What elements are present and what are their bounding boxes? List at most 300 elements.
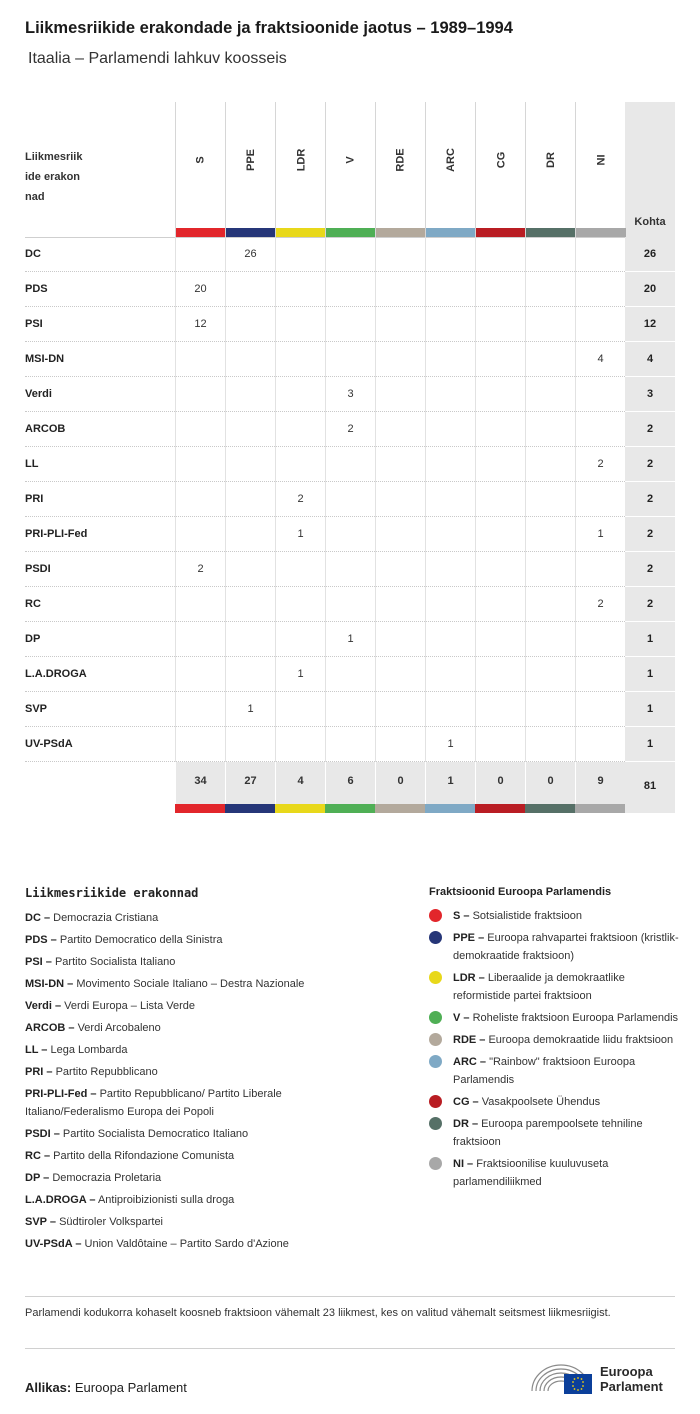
group-legend-code: LDR –: [453, 972, 485, 984]
page-title: Liikmesriikide erakondade ja fraktsioonide jaotus – 1989–1994: [25, 19, 513, 37]
table-row: [25, 587, 654, 622]
group-legend: [429, 886, 679, 1195]
group-legend-item: [429, 907, 679, 925]
party-legend-name: Südtiroler Volkspartei: [59, 1216, 164, 1228]
group-column-header: [575, 102, 625, 237]
seat-cell: [425, 377, 475, 412]
group-color-bar: [425, 804, 475, 813]
group-column-header: [225, 102, 275, 237]
group-legend-item: [429, 1093, 679, 1111]
seat-cell: 2: [275, 482, 325, 517]
seat-cell: [225, 412, 275, 447]
party-legend-name: Partito Socialista Democratico Italiano: [62, 1128, 249, 1140]
party-name: PDS: [25, 283, 48, 295]
seat-cell: [425, 447, 475, 482]
group-column-header: [175, 102, 225, 237]
group-color-dot-icon: [429, 1055, 442, 1068]
table-row: [25, 482, 654, 517]
logo-text: [600, 1364, 663, 1394]
row-total: 2: [625, 412, 675, 447]
party-legend-item: [25, 1085, 365, 1121]
group-total: 34: [175, 762, 225, 804]
party-legend-code: ARCOB –: [25, 1022, 75, 1034]
seat-cell: [225, 517, 275, 552]
party-legend-item: [25, 931, 365, 949]
group-color-bar: [176, 228, 226, 237]
group-legend-name: Roheliste fraktsioon Euroopa Parlamendis: [472, 1012, 679, 1024]
grand-total: 81: [625, 762, 675, 813]
seat-cell: [275, 447, 325, 482]
seat-cell: [525, 552, 575, 587]
seat-cell: [325, 237, 375, 272]
group-color-bar: [426, 228, 476, 237]
group-legend-code: CG –: [453, 1096, 479, 1108]
seat-cell: [525, 377, 575, 412]
seat-cell: [175, 447, 225, 482]
seat-cell: [525, 517, 575, 552]
group-color-bar: [526, 228, 576, 237]
row-total: 2: [625, 447, 675, 482]
seat-cell: [475, 692, 525, 727]
group-total: 9: [575, 762, 625, 804]
party-legend-code: SVP –: [25, 1216, 56, 1228]
total-header-label: Kohta: [634, 216, 666, 228]
party-legend-name: Partito Democratico della Sinistra: [59, 934, 223, 946]
seat-cell: [275, 412, 325, 447]
group-legend-code: RDE –: [453, 1034, 486, 1046]
group-legend-item: [429, 1031, 679, 1049]
party-name: DP: [25, 633, 41, 645]
seat-cell: [525, 622, 575, 657]
table-row: [25, 447, 654, 482]
seat-cell: [425, 272, 475, 307]
seat-cell: [175, 482, 225, 517]
group-color-bar: [225, 804, 275, 813]
party-name: UV-PSdA: [25, 738, 73, 750]
seat-cell: 12: [175, 307, 225, 342]
party-legend-code: DC –: [25, 912, 51, 924]
group-header-label: RDE: [394, 148, 407, 172]
seat-cell: [425, 552, 475, 587]
table-row: [25, 657, 654, 692]
group-color-bar: [226, 228, 276, 237]
group-color-bar: [576, 228, 626, 237]
seat-cell: [175, 622, 225, 657]
seat-cell: [575, 377, 625, 412]
party-legend-name: Antiproibizionisti sulla droga: [97, 1194, 235, 1206]
seat-cell: 26: [225, 237, 275, 272]
seat-cell: 1: [425, 727, 475, 762]
seat-cell: [175, 657, 225, 692]
european-parliament-logo: [530, 1359, 680, 1399]
seat-cell: [275, 342, 325, 377]
group-color-bar: [325, 804, 375, 813]
seat-cell: [425, 482, 475, 517]
group-color-dot-icon: [429, 1095, 442, 1108]
seat-cell: [275, 272, 325, 307]
row-total: 1: [625, 622, 675, 657]
seat-cell: [325, 587, 375, 622]
seat-cell: [225, 272, 275, 307]
row-total: 2: [625, 587, 675, 622]
party-legend-item: [25, 1063, 365, 1081]
group-legend-item: [429, 929, 679, 965]
divider: [25, 1348, 675, 1349]
group-header-label: ARC: [445, 148, 457, 172]
seat-cell: [175, 587, 225, 622]
group-legend-item: [429, 1053, 679, 1089]
row-total: 12: [625, 307, 675, 342]
group-color-bar: [375, 804, 425, 813]
group-color-dot-icon: [429, 1117, 442, 1130]
seat-cell: [375, 657, 425, 692]
party-name: ARCOB: [25, 423, 66, 435]
seat-cell: [525, 447, 575, 482]
seat-cell: [575, 622, 625, 657]
seat-cell: [375, 342, 425, 377]
seat-cell: [525, 657, 575, 692]
party-legend-item: [25, 1125, 365, 1143]
group-header-label: S: [195, 156, 207, 164]
seat-cell: [325, 692, 375, 727]
party-legend-code: DP –: [25, 1172, 50, 1184]
party-legend-item: [25, 1191, 365, 1209]
totals-row: [25, 762, 675, 814]
party-legend-code: PRI –: [25, 1066, 53, 1078]
group-header-label-box: [526, 140, 576, 180]
group-legend-code: ARC –: [453, 1056, 487, 1068]
seat-cell: [175, 412, 225, 447]
seat-cell: [425, 587, 475, 622]
party-name: RC: [25, 598, 41, 610]
table-row: [25, 692, 654, 727]
party-legend-item: [25, 1169, 365, 1187]
group-color-dot-icon: [429, 909, 442, 922]
party-legend-code: UV-PSdA –: [25, 1238, 82, 1250]
group-color-bar: [175, 804, 225, 813]
party-legend-code: PSI –: [25, 956, 52, 968]
group-header-label: DR: [544, 152, 557, 168]
group-header-label: CG: [495, 151, 507, 169]
seat-cell: [475, 657, 525, 692]
seat-cell: [375, 272, 425, 307]
seat-cell: [325, 727, 375, 762]
seat-cell: [475, 342, 525, 377]
party-legend-name: Verdi Europa – Lista Verde: [64, 1000, 196, 1012]
party-legend-item: [25, 997, 365, 1015]
group-legend-code: PPE –: [453, 932, 485, 944]
group-header-label-box: [426, 140, 476, 180]
seat-cell: [275, 307, 325, 342]
seat-cell: [425, 237, 475, 272]
source-value: Euroopa Parlament: [74, 1380, 187, 1395]
table-row: [25, 237, 657, 272]
table-row: [25, 517, 654, 552]
seat-cell: [475, 307, 525, 342]
seat-cell: [375, 727, 425, 762]
party-legend-name: Lega Lombarda: [50, 1044, 128, 1056]
party-name: LL: [25, 458, 39, 470]
group-header-label: PPE: [244, 148, 257, 172]
table-header: [25, 102, 675, 237]
seat-cell: [325, 307, 375, 342]
seat-cell: [525, 727, 575, 762]
party-legend-item: [25, 909, 365, 927]
group-column-header: [425, 102, 475, 237]
seat-cell: [425, 622, 475, 657]
party-name: PSDI: [25, 563, 51, 575]
seat-cell: [575, 412, 625, 447]
group-color-bar: [326, 228, 376, 237]
group-color-bar: [476, 228, 526, 237]
seat-cell: [225, 307, 275, 342]
party-name: SVP: [25, 703, 48, 715]
group-column-header: [475, 102, 525, 237]
row-total: 3: [625, 377, 675, 412]
seat-cell: [425, 307, 475, 342]
page-subtitle: Itaalia – Parlamendi lahkuv koosseis: [28, 50, 287, 67]
group-legend-item: [429, 1155, 679, 1191]
party-legend-name: Union Valdôtaine – Partito Sardo d'Azione: [84, 1238, 289, 1250]
seat-cell: [475, 517, 525, 552]
row-total: 1: [625, 692, 675, 727]
seat-cell: [475, 587, 525, 622]
party-legend-item: [25, 1019, 365, 1037]
group-total: 0: [375, 762, 425, 804]
group-color-dot-icon: [429, 1157, 442, 1170]
source-label: Allikas:: [25, 1380, 72, 1395]
group-legend-name: Vasakpoolsete Ühendus: [481, 1096, 601, 1108]
seat-cell: [425, 657, 475, 692]
seat-cell: [475, 552, 525, 587]
group-color-dot-icon: [429, 971, 442, 984]
group-legend-name: Euroopa parempoolsete tehniline fraktsioon: [453, 1118, 643, 1148]
seat-cell: 20: [175, 272, 225, 307]
party-legend-title: Liikmesriikide erakonnad: [25, 886, 199, 900]
seat-cell: [525, 692, 575, 727]
group-header-label: NI: [595, 154, 607, 166]
seat-cell: [375, 237, 425, 272]
seat-cell: [225, 552, 275, 587]
seat-cell: [275, 692, 325, 727]
group-header-label-box: [576, 140, 626, 180]
seat-cell: [575, 237, 625, 272]
seat-cell: [375, 587, 425, 622]
party-name: DC: [25, 248, 41, 260]
group-color-bar: [275, 804, 325, 813]
party-legend-name: Democrazia Proletaria: [52, 1172, 162, 1184]
row-total: 2: [625, 517, 675, 552]
seat-cell: 2: [575, 587, 625, 622]
seat-cell: [225, 587, 275, 622]
seat-cell: [275, 552, 325, 587]
group-color-bar: [376, 228, 426, 237]
table-row: [25, 622, 654, 657]
party-name: Verdi: [25, 388, 52, 400]
party-legend-name: Verdi Arcobaleno: [77, 1022, 161, 1034]
party-legend-item: [25, 1147, 365, 1165]
party-legend-name: Partito della Rifondazione Comunista: [53, 1150, 235, 1162]
seat-cell: [425, 412, 475, 447]
group-total: 1: [425, 762, 475, 804]
table-row: [25, 727, 654, 762]
table-row: [25, 307, 657, 342]
seat-cell: 1: [275, 517, 325, 552]
logo-line-1: Euroopa: [600, 1364, 653, 1379]
seat-cell: [275, 622, 325, 657]
group-color-bar: [276, 228, 326, 237]
seat-cell: 2: [575, 447, 625, 482]
table-row: [25, 342, 654, 377]
seat-cell: [225, 342, 275, 377]
seat-cell: [475, 622, 525, 657]
group-legend-item: [429, 969, 679, 1005]
party-legend-item: [25, 1213, 365, 1231]
seat-cell: [225, 727, 275, 762]
party-legend-item: [25, 1041, 365, 1059]
seat-cell: [475, 377, 525, 412]
group-color-dot-icon: [429, 1033, 442, 1046]
party-legend-list: [25, 909, 365, 1253]
source-line: [25, 1380, 187, 1395]
total-column-header: [625, 102, 675, 237]
group-legend-title: Fraktsioonid Euroopa Parlamendis: [429, 886, 612, 898]
group-legend-code: NI –: [453, 1158, 474, 1170]
seat-cell: [375, 692, 425, 727]
seat-cell: 1: [225, 692, 275, 727]
group-header-label-box: [476, 140, 526, 180]
party-legend-name: Movimento Sociale Italiano – Destra Nazionale: [76, 978, 305, 990]
seat-cell: [175, 727, 225, 762]
group-header-label-box: [176, 140, 226, 180]
party-legend-name: Democrazia Cristiana: [53, 912, 159, 924]
seat-cell: [525, 237, 575, 272]
party-legend-code: MSI-DN –: [25, 978, 74, 990]
group-legend-name: Fraktsioonilise kuuluvuseta parlamendiliikmed: [453, 1158, 609, 1188]
group-total: 0: [475, 762, 525, 804]
seat-cell: [425, 342, 475, 377]
seat-cell: [575, 727, 625, 762]
party-legend-code: PSDI –: [25, 1128, 60, 1140]
party-name: PRI-PLI-Fed: [25, 528, 88, 540]
row-total: 1: [625, 657, 675, 692]
seat-cell: [575, 272, 625, 307]
seat-cell: 2: [175, 552, 225, 587]
seat-cell: [225, 622, 275, 657]
group-total: 0: [525, 762, 575, 804]
group-header-label: LDR: [294, 148, 307, 172]
seat-cell: [375, 307, 425, 342]
party-legend-code: PDS –: [25, 934, 57, 946]
seat-cell: [275, 237, 325, 272]
group-header-label-box: [376, 140, 426, 180]
party-name: PRI: [25, 493, 44, 505]
table-row: [25, 552, 654, 587]
seat-cell: [575, 307, 625, 342]
group-legend-name: "Rainbow" fraktsioon Euroopa Parlamendis: [453, 1056, 636, 1086]
party-legend-code: RC –: [25, 1150, 51, 1162]
seat-cell: [325, 272, 375, 307]
seat-cell: [325, 447, 375, 482]
seat-cell: [525, 272, 575, 307]
seat-cell: [475, 237, 525, 272]
seat-cell: [375, 412, 425, 447]
party-legend-code: Verdi –: [25, 1000, 62, 1012]
group-legend-code: DR –: [453, 1118, 479, 1130]
seat-cell: [575, 657, 625, 692]
group-header-label-box: [326, 140, 376, 180]
group-legend-name: Euroopa rahvapartei fraktsioon (kristlik-demokraatide fraktsioon): [453, 932, 679, 962]
table-row: [25, 412, 654, 447]
party-legend-code: PRI-PLI-Fed –: [25, 1088, 97, 1100]
seat-cell: [275, 727, 325, 762]
seat-cell: [525, 307, 575, 342]
seat-cell: [175, 692, 225, 727]
row-total: 20: [625, 272, 675, 307]
seat-cell: [325, 517, 375, 552]
group-column-header: [325, 102, 375, 237]
party-legend-name: Partito Socialista Italiano: [54, 956, 176, 968]
seat-cell: [475, 727, 525, 762]
group-color-bar: [575, 804, 625, 813]
seat-cell: [325, 342, 375, 377]
group-legend-name: Liberaalide ja demokraatlike reformistide partei fraktsioon: [453, 972, 625, 1002]
party-column-header: Liikmesriikide erakonnad: [25, 151, 83, 203]
seat-cell: [475, 482, 525, 517]
seat-cell: [175, 377, 225, 412]
group-legend-name: Sotsialistide fraktsioon: [472, 910, 583, 922]
seat-cell: 2: [325, 412, 375, 447]
seat-cell: [475, 272, 525, 307]
seat-cell: [225, 482, 275, 517]
seat-cell: [275, 377, 325, 412]
group-color-dot-icon: [429, 1011, 442, 1024]
group-total: 4: [275, 762, 325, 804]
group-column-header: [275, 102, 325, 237]
logo-line-2: Parlament: [600, 1379, 663, 1394]
party-name: L.A.DROGA: [25, 668, 87, 680]
table-row: [25, 272, 657, 307]
group-total: 27: [225, 762, 275, 804]
seat-cell: 1: [575, 517, 625, 552]
footnote: Parlamendi kodukorra kohaselt koosneb fraktsioon vähemalt 23 liikmest, kes on valitud vähemalt seitsmest liikmesriigist.: [25, 1307, 611, 1319]
party-name: PSI: [25, 318, 43, 330]
seat-cell: [325, 482, 375, 517]
group-column-header: [525, 102, 575, 237]
seat-cell: [325, 657, 375, 692]
group-header-label-box: [226, 140, 276, 180]
row-total: 1: [625, 727, 675, 762]
group-legend-item: [429, 1009, 679, 1027]
seat-cell: [525, 482, 575, 517]
seat-cell: [175, 517, 225, 552]
group-total: 6: [325, 762, 375, 804]
party-legend-name: Partito Repubblicano/ Partito Liberale Italiano/Federalismo Europa dei Popoli: [25, 1088, 282, 1118]
group-header-label: V: [345, 156, 357, 164]
seat-cell: [225, 657, 275, 692]
seat-cell: [575, 482, 625, 517]
group-header-label-box: [276, 140, 326, 180]
eu-flag-icon: [564, 1374, 592, 1394]
seat-cell: [375, 552, 425, 587]
seat-cell: [375, 622, 425, 657]
party-legend-code: L.A.DROGA –: [25, 1194, 96, 1206]
row-total: 26: [625, 237, 675, 272]
seat-cell: 4: [575, 342, 625, 377]
group-color-bar: [525, 804, 575, 813]
seat-cell: [575, 552, 625, 587]
group-legend-code: V –: [453, 1012, 470, 1024]
